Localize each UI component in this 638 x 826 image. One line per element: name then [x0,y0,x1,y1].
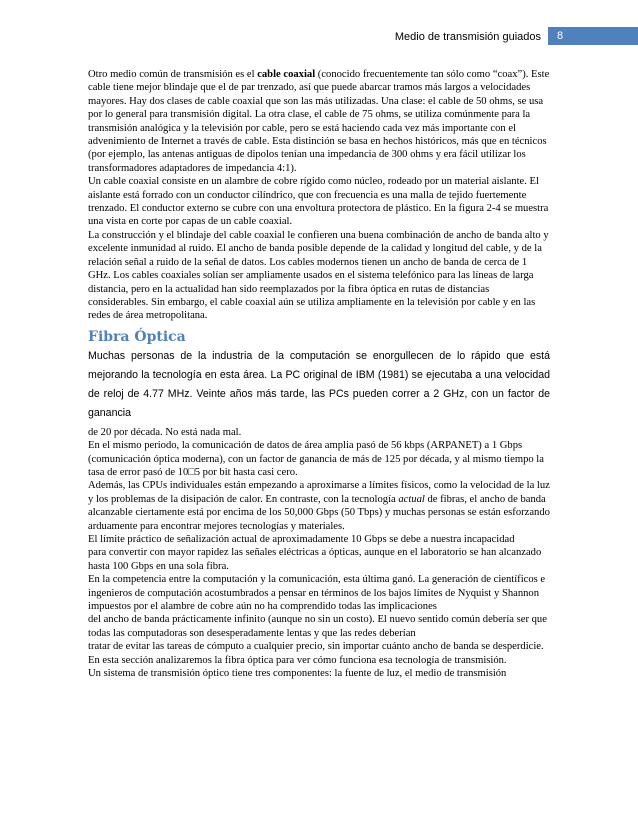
fibra-line-2: En el mismo periodo, la comunicación de datos de área amplia pasó de 56 kbps (ARPANET) a 1 Gbps (comunicación óptica moderna), con un factor de ganancia de más de 125 por década, y al mismo tiempo la tasa de error pasó de 10□5 por bit hasta casi cero. [88,440,544,478]
fibra-line-4: El límite práctico de señalización actual de aproximadamente 10 Gbps se debe a nuestra incapacidad [88,533,515,545]
fibra-l3-after: de fibras, el ancho de banda alcanzable ciertamente está por encima de los 50,000 Gbps (50 Tbps) y muchas personas se están esforzando arduamente para encontrar mejores tecnologías y materiales. [88,493,550,532]
fibra-line-5: para convertir con mayor rapidez las señales eléctricas a ópticas, aunque en el laboratorio se han alcanzado hasta 100 Gbps en una sola fibra. [88,547,542,572]
fibra-intro [88,347,550,423]
fibra-line-6: En la competencia entre la computación y la comunicación, esta última ganó. La generación de científicos e ingenieros de computación acostumbrados a pensar en términos de los bajos límites de Nyquist y Shannon impuestos por el alambre de cobre aún no ha comprendido todas las implicaciones [88,574,546,612]
fibra-l3-italic: actual [398,493,425,505]
fibra-line-9: Un sistema de transmisión óptico tiene tres componentes: la fuente de luz, el medio de transmisión [88,668,507,680]
page-number: 8 [557,30,564,42]
fibra-line-8: tratar de evitar las tareas de cómputo a cualquier precio, sin importar cuánto ancho de banda se desperdicie. En esta sección analizaremos la fibra óptica para ver cómo funciona esa tecnología de transmisión. [88,641,544,666]
fibra-intro-text: Muchas personas de la industria de la computación se enorgullecen de lo rápido que está mejorando la tecnología en esta área. La PC original de IBM (1981) se ejecutaba a una velocidad de reloj de 4.77 MHz. Veinte años más tarde, las PCs pueden correr a 2 GHz, con un factor de ganancia [88,349,550,419]
coax-term: cable coaxial [257,69,316,80]
page-header [0,27,638,47]
coax-section [88,68,550,323]
fibra-l3-before: Además, las CPUs individuales están empezando a aproximarse a límites físicos, como la velocidad de la luz y los problemas de la disipación de calor. En contraste, con la tecnología [88,480,550,505]
fibra-line-3 [88,479,550,533]
fibra-line-1: de 20 por década. No está nada mal. [88,426,242,438]
coax-paragraph-1 [88,68,550,175]
coax-paragraph-2: Un cable coaxial consiste en un alambre de cobre rígido como núcleo, rodeado por un material aislante. El aislante está forrado con un conductor cilíndrico, que con frecuencia es una malla de tejido fuertemente trenzado. El conductor externo se cubre con una envoltura protectora de plástico. En la figura 2-4 se muestra una vista en corte por capas de un cable coaxial. [88,176,549,228]
section-heading-fibra: Fibra Óptica [88,328,186,345]
page-number-box [548,27,638,45]
fibra-body [88,426,550,681]
header-title: Medio de transmisión guiados [394,31,541,43]
coax-p1-before: Otro medio común de transmisión es el [88,69,258,80]
coax-p1-after: (conocido frecuentemente tan sólo como “coax”). Este cable tiene mejor blindaje que el de par trenzado, así que puede abarcar tramos más largos a velocidades mayores. Hay dos clases de cable coaxial que son las más utilizadas. Una clase: el cable de 50 ohms, se usa por lo general para transmisión digital. La otra clase, el cable de 75 ohms, se utiliza comúnmente para la transmisión analógica y la televisión por cable, pero se está haciendo cada vez más importante con el advenimiento de Internet a través de cable. Esta distinción se basa en hechos históricos, más que en técnicos (por ejemplo, las antenas antiguas de dipolos tenían una impedancia de 300 ohms y era fácil utilizar los transformadores adaptadores de impedancia 4:1). [88,69,550,174]
fibra-line-7: del ancho de banda prácticamente infinito (aunque no sin un costo). El nuevo sentido común debería ser que todas las computadoras son desesperadamente lentas y que las redes deberían [88,614,547,639]
page-content [88,68,550,680]
coax-paragraph-3: La construcción y el blindaje del cable coaxial le confieren una buena combinación de ancho de banda alto y excelente inmunidad al ruido. El ancho de banda posible depende de la calidad y longitud del cable, y de la relación señal a ruido de la señal de datos. Los cables modernos tienen un ancho de banda de cerca de 1 GHz. Los cables coaxiales solían ser ampliamente usados en el sistema telefónico para las líneas de larga distancia, pero en la actualidad han sido reemplazados por la fibra óptica en rutas de distancias considerables. Sin embargo, el cable coaxial aún se utiliza ampliamente en la televisión por cable y en las redes de área metropolitana. [88,229,549,322]
